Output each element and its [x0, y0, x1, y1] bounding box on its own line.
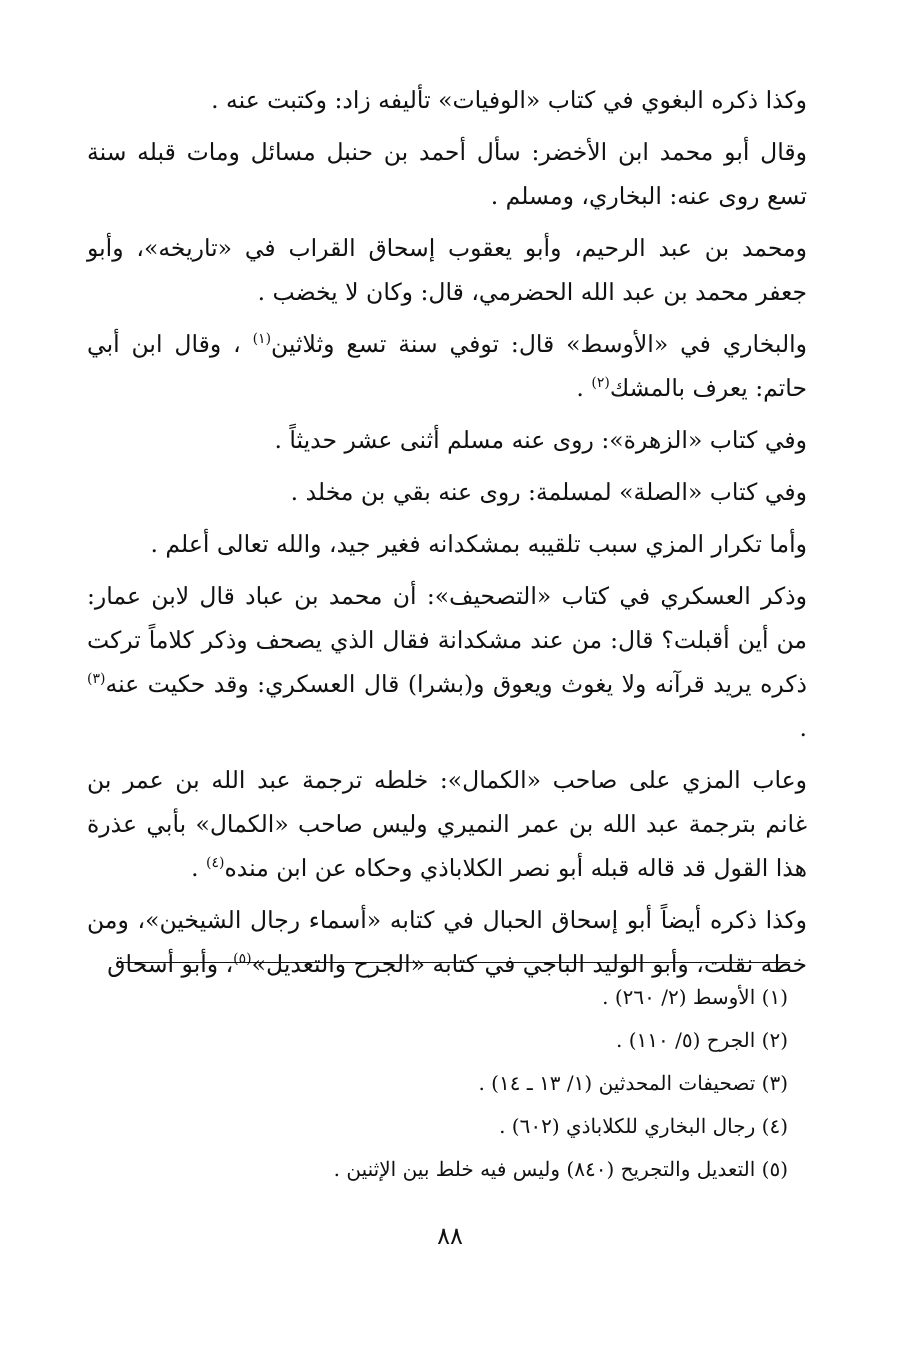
- paragraph: ومحمد بن عبد الرحيم، وأبو يعقوب إسحاق القراب في «تاريخه»، وأبو جعفر محمد بن عبد الله الحضرمي، قال: وكان لا يخضب .: [87, 234, 807, 306]
- paragraph: [87, 322, 807, 410]
- main-text: [87, 78, 807, 994]
- footnote: (٤) رجال البخاري للكلاباذي (٦٠٢) .: [499, 1114, 788, 1138]
- footnote-ref: (٥): [233, 951, 252, 968]
- paragraph: [87, 758, 807, 890]
- paragraph: وقال أبو محمد ابن الأخضر: سأل أحمد بن حنبل مسائل ومات قبله سنة تسع روى عنه: البخاري، ومسلم .: [87, 138, 807, 210]
- paragraph: [87, 574, 807, 750]
- footnotes: [98, 976, 788, 1191]
- footnote-ref: (٣): [87, 671, 106, 688]
- paragraph-text: وعاب المزي على صاحب «الكمال»: خلطه ترجمة عبد الله بن عمر بن غانم بترجمة عبد الله بن عمر النميري وليس صاحب «الكمال» بأبي عذرة هذا القول قد قاله قبله أبو نصر الكلاباذي وحكاه عن ابن منده: [87, 766, 807, 882]
- paragraph-text: .: [799, 714, 807, 742]
- paragraph-text: ، وقال ابن أبي حاتم: يعرف بالمشك: [87, 330, 807, 402]
- footnote-ref: (٢): [591, 375, 610, 392]
- footnote: (١) الأوسط (٢/ ٢٦٠) .: [602, 985, 788, 1009]
- footnote-ref: (٤): [206, 855, 225, 872]
- footnote: (٣) تصحيفات المحدثين (١/ ١٣ ـ ١٤) .: [478, 1071, 788, 1095]
- footnote: (٥) التعديل والتجريح (٨٤٠) وليس فيه خلط بين الإثنين .: [333, 1157, 788, 1181]
- paragraph: وأما تكرار المزي سبب تلقيبه بمشكدانه فغير جيد، والله تعالى أعلم .: [150, 530, 807, 558]
- paragraph: وفي كتاب «الزهرة»: روى عنه مسلم أثنى عشر حديثاً .: [274, 426, 807, 454]
- paragraph: وفي كتاب «الصلة» لمسلمة: روى عنه بقي بن مخلد .: [290, 478, 807, 506]
- footnote-divider: [120, 962, 790, 963]
- paragraph-text: وذكر العسكري في كتاب «التصحيف»: أن محمد بن عباد قال لابن عمار: من أين أقبلت؟ قال: من عند مشكدانة فقال الذي يصحف وذكر كلاماً تركت ذكره يريد قرآنه ولا يغوث ويعوق و(بشرا) قال العسكري: وقد حكيت عنه: [87, 582, 807, 698]
- footnote: (٢) الجرح (٥/ ١١٠) .: [615, 1028, 788, 1052]
- paragraph: [87, 898, 807, 986]
- paragraph-text: ، وأبو أسحاق: [107, 950, 234, 978]
- footnote-ref: (١): [252, 331, 272, 348]
- paragraph-text: والبخاري في «الأوسط» قال: توفي سنة تسع وثلاثين: [271, 330, 807, 358]
- paragraph: وكذا ذكره البغوي في كتاب «الوفيات» تأليفه زاد: وكتبت عنه .: [211, 86, 807, 114]
- paragraph-text: .: [191, 854, 207, 882]
- page-number: ٨٨: [437, 1222, 463, 1250]
- paragraph-text: .: [576, 374, 592, 402]
- paragraph-text: وكذا ذكره أيضاً أبو إسحاق الحبال في كتابه «أسماء رجال الشيخين»، ومن خطه نقلت، وأبو الوليد الباجي في كتابه «الجرح والتعديل»: [87, 906, 807, 978]
